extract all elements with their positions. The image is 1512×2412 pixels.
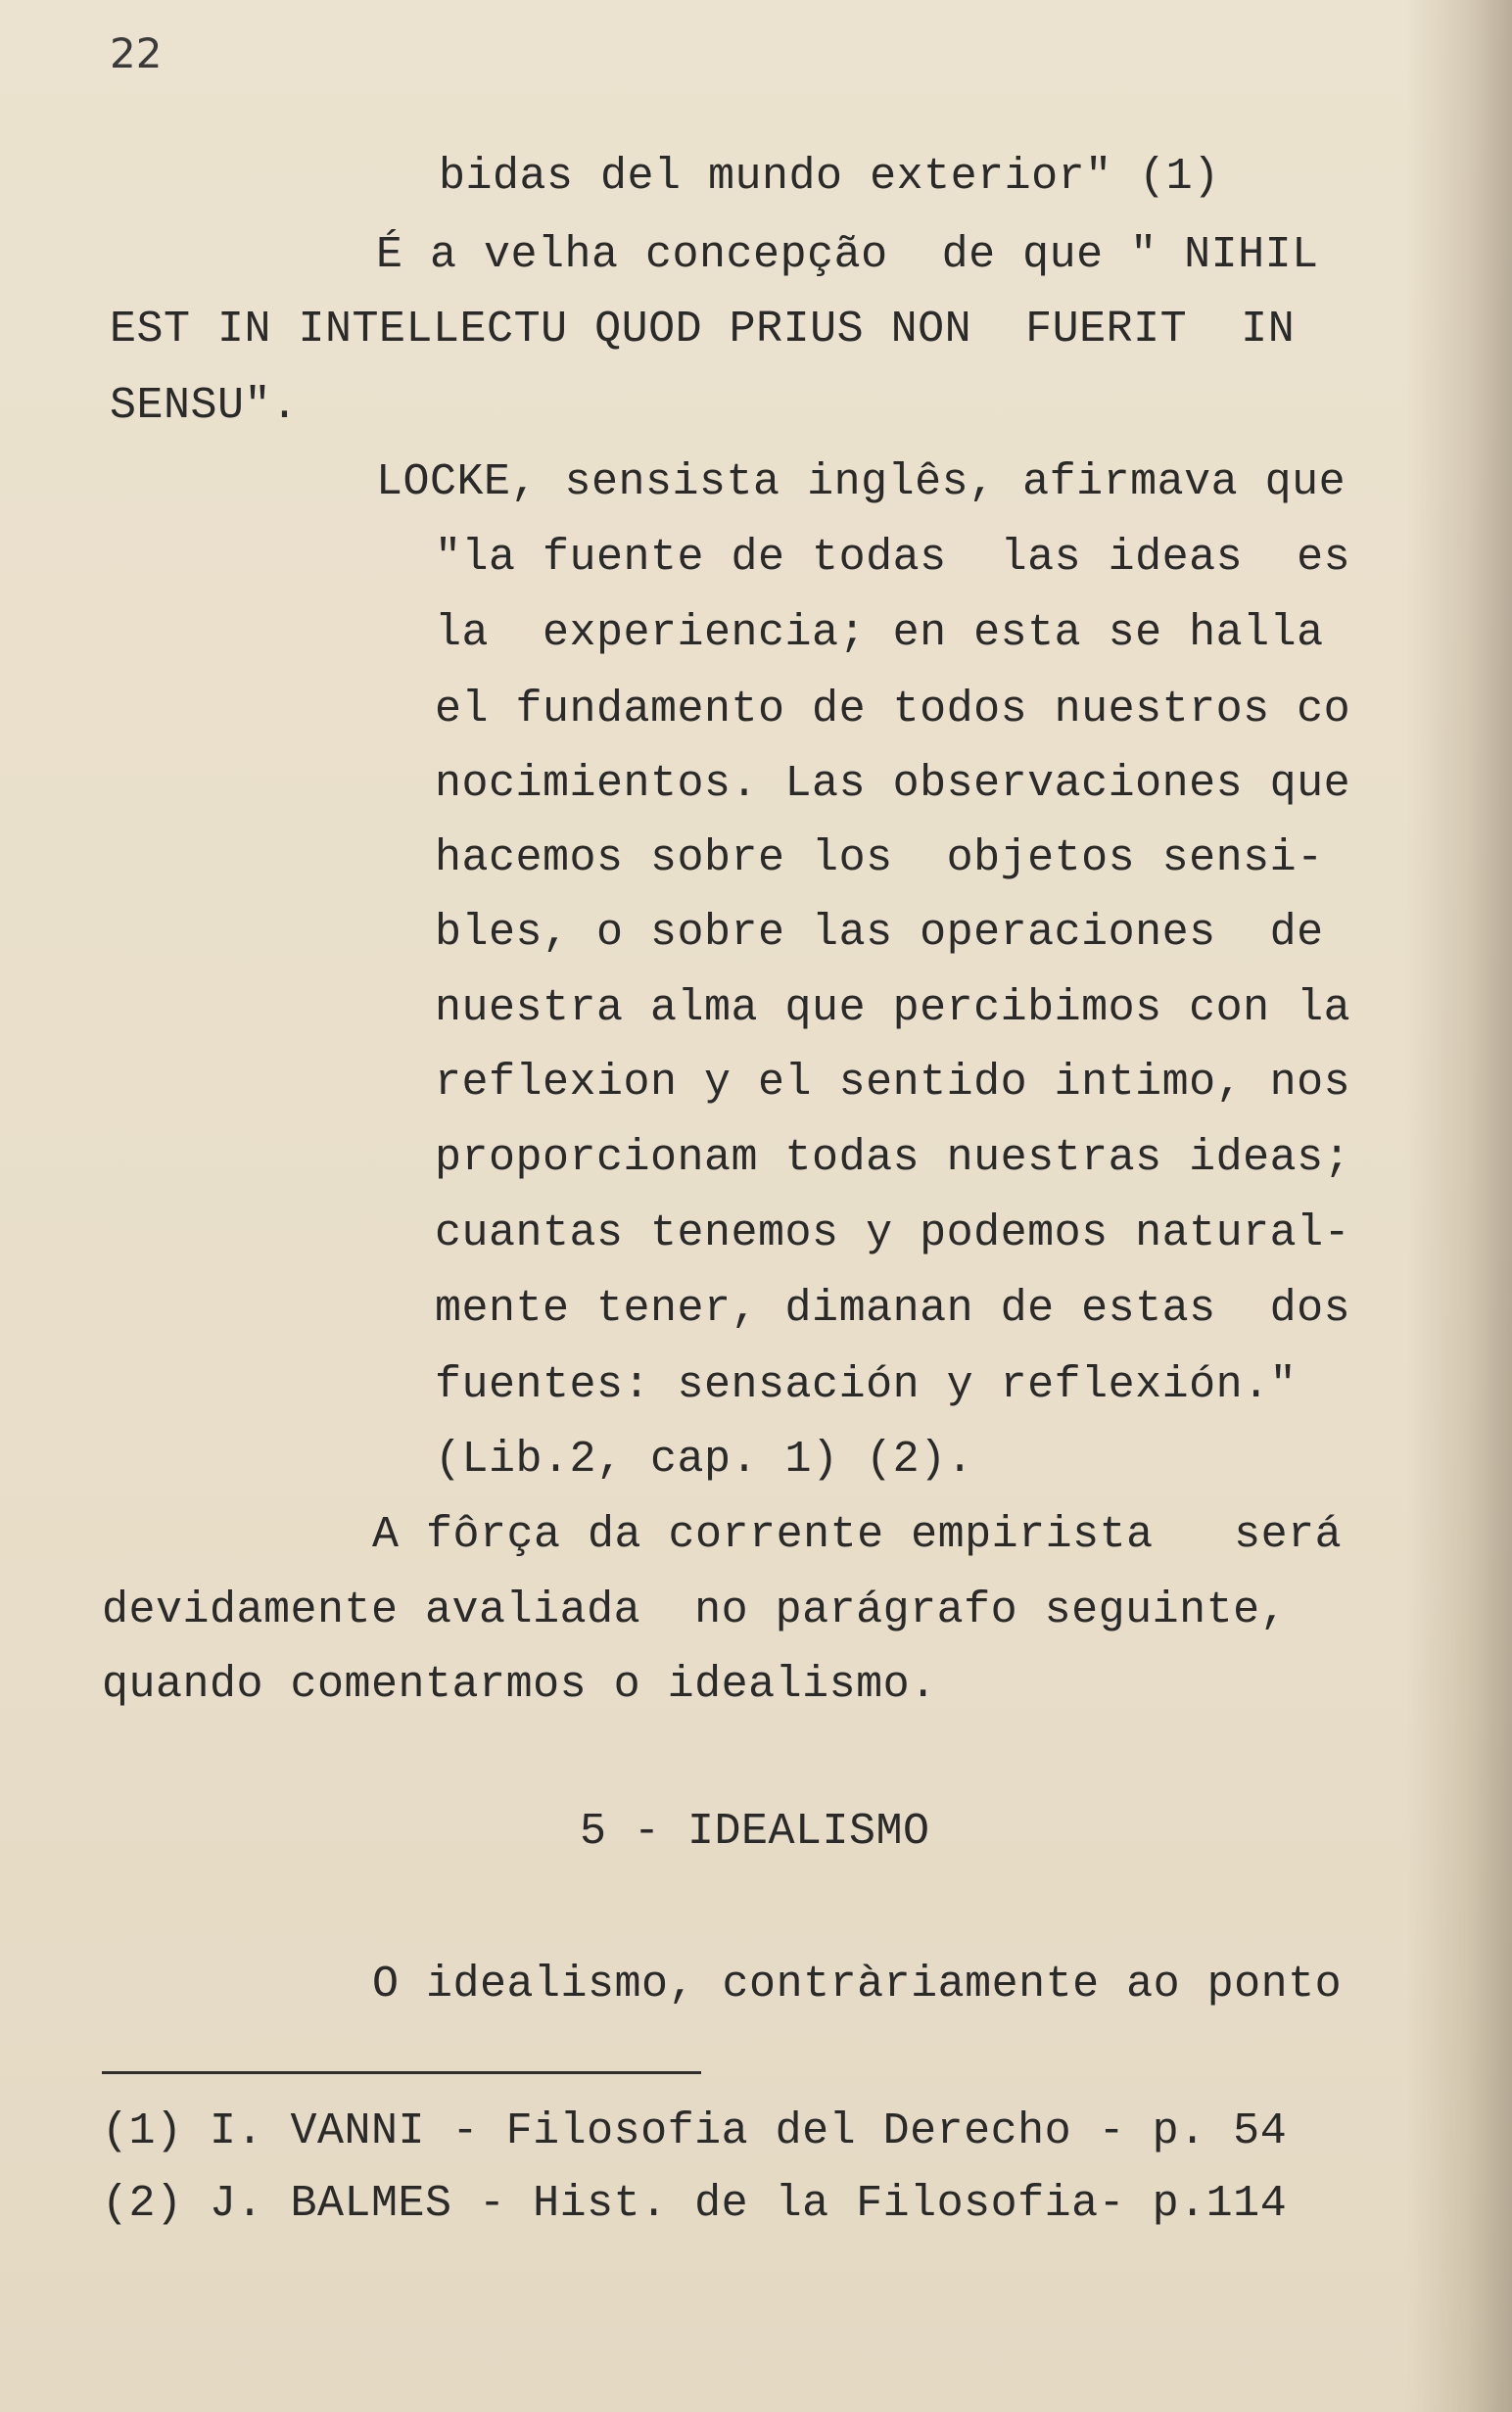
text-line: bles, o sobre las operaciones de bbox=[435, 908, 1324, 958]
text-line: O idealismo, contràriamente ao ponto bbox=[372, 1960, 1343, 2010]
text-line: SENSU". bbox=[110, 381, 299, 431]
text-line: (Lib.2, cap. 1) (2). bbox=[435, 1435, 974, 1485]
text-line: É a velha concepção de que " NIHIL bbox=[376, 230, 1319, 280]
text-line: "la fuente de todas las ideas es bbox=[435, 533, 1351, 583]
text-line: nocimientos. Las observaciones que bbox=[435, 759, 1351, 809]
text-line: la experiencia; en esta se halla bbox=[435, 608, 1324, 658]
section-heading: 5 - IDEALISMO bbox=[580, 1807, 930, 1857]
text-line: reflexion y el sentido intimo, nos bbox=[435, 1058, 1351, 1108]
text-line: el fundamento de todos nuestros co bbox=[435, 685, 1351, 734]
text-line: proporcionam todas nuestras ideas; bbox=[435, 1133, 1351, 1183]
text-line: fuentes: sensación y reflexión." bbox=[435, 1360, 1298, 1410]
text-line: quando comentarmos o idealismo. bbox=[102, 1660, 937, 1710]
text-line: EST IN INTELLECTU QUOD PRIUS NON FUERIT IN bbox=[110, 305, 1296, 355]
footnote: (1) I. VANNI - Filosofia del Derecho - p. 54 bbox=[102, 2106, 1288, 2156]
text-line: A fôrça da corrente empirista será bbox=[372, 1510, 1343, 1560]
text-line: LOCKE, sensista inglês, afirmava que bbox=[376, 457, 1347, 507]
footnote-rule bbox=[102, 2071, 701, 2074]
page-number: 22 bbox=[110, 29, 163, 77]
text-line: bidas del mundo exterior" (1) bbox=[439, 152, 1220, 202]
text-line: cuantas tenemos y podemos natural- bbox=[435, 1208, 1351, 1258]
text-line: devidamente avaliada no parágrafo seguinte, bbox=[102, 1585, 1288, 1635]
text-line: mente tener, dimanan de estas dos bbox=[435, 1284, 1351, 1334]
text-line: nuestra alma que percibimos con la bbox=[435, 983, 1351, 1033]
text-line: hacemos sobre los objetos sensi- bbox=[435, 833, 1324, 883]
footnote: (2) J. BALMES - Hist. de la Filosofia- p.114 bbox=[102, 2179, 1288, 2229]
